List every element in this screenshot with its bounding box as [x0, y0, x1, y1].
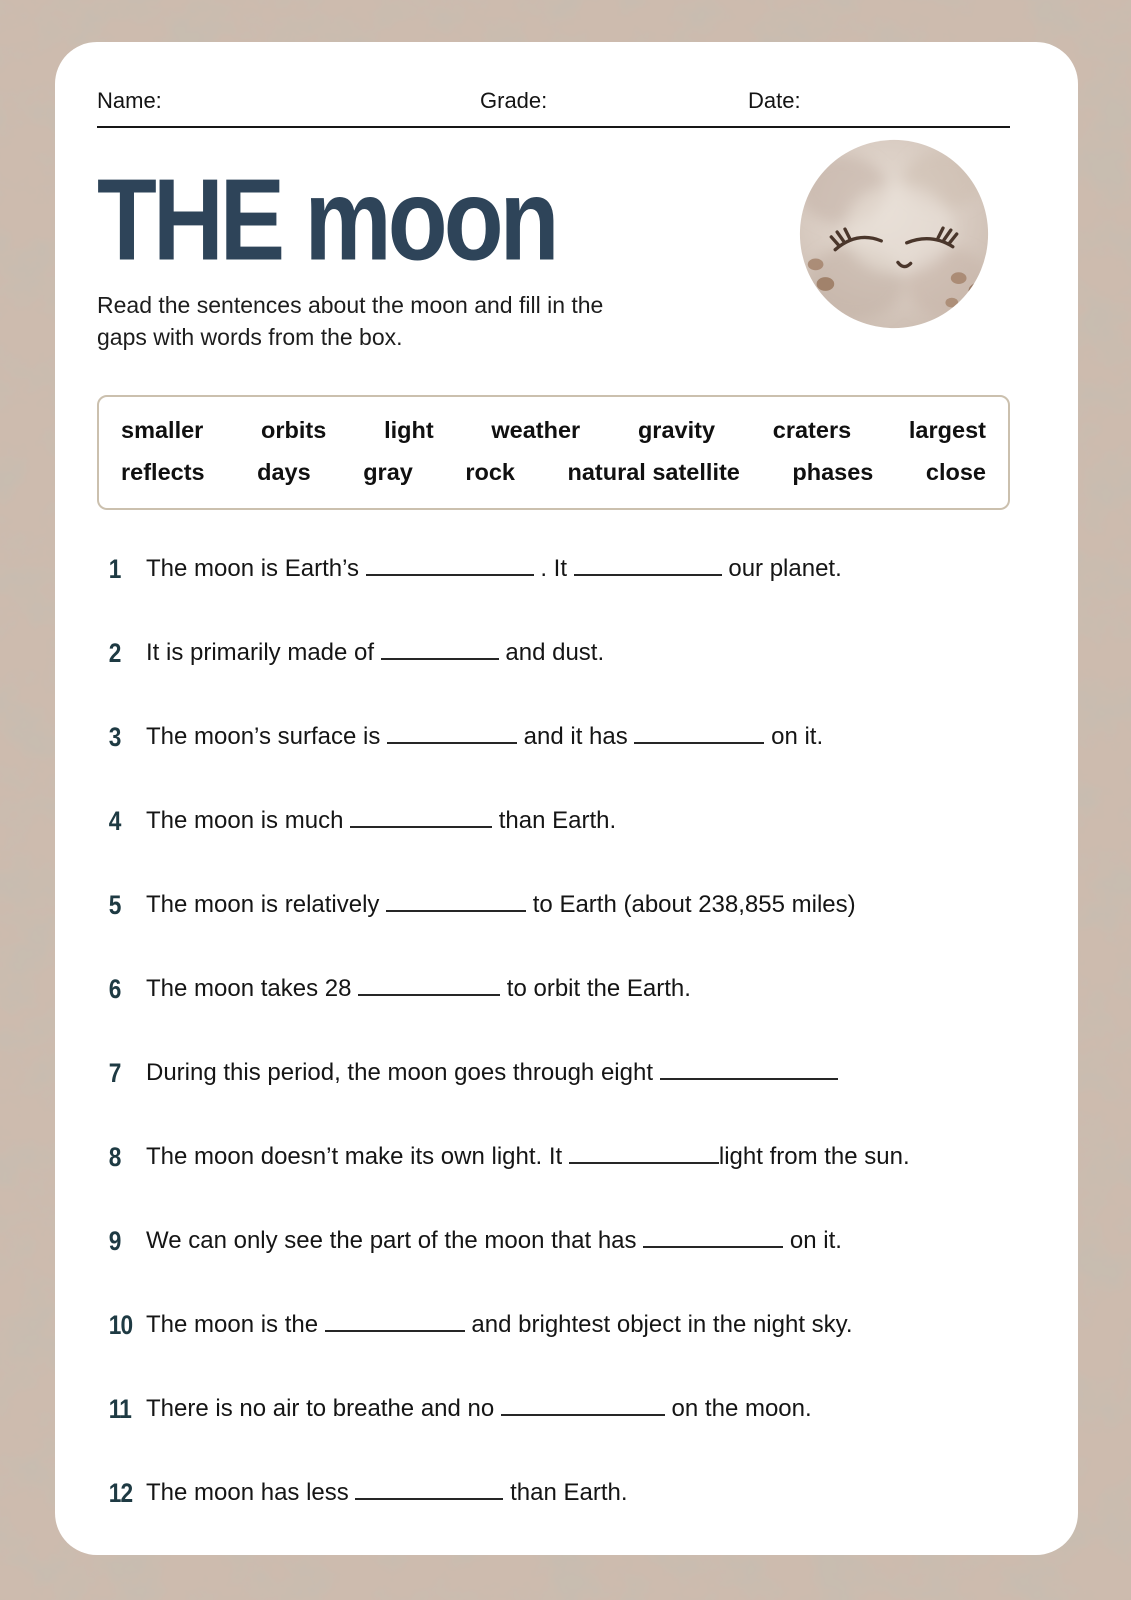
- questions-list: [97, 552, 1010, 1510]
- word-bank-item: days: [257, 459, 311, 486]
- word-bank-item: orbits: [261, 417, 327, 444]
- word-bank-row: [121, 417, 986, 444]
- question-text: During this period, the moon goes through eight: [146, 1056, 838, 1090]
- word-bank-item: reflects: [121, 459, 205, 486]
- page-title: THE moon: [97, 155, 556, 285]
- question-number: 2: [108, 638, 121, 669]
- answer-blank[interactable]: [381, 637, 499, 660]
- answer-blank[interactable]: [387, 721, 517, 744]
- answer-blank[interactable]: [569, 1141, 719, 1164]
- question-number: 11: [108, 1394, 132, 1425]
- answer-blank[interactable]: [358, 973, 500, 996]
- word-bank-item: largest: [908, 417, 986, 444]
- answer-blank[interactable]: [660, 1057, 838, 1080]
- word-bank-item: gray: [363, 459, 413, 486]
- instructions-text: Read the sentences about the moon and fill in the gaps with words from the box.: [97, 292, 604, 350]
- question-number: 6: [108, 974, 121, 1005]
- question-number: 7: [108, 1058, 121, 1089]
- word-bank-item: gravity: [637, 417, 716, 444]
- word-bank-item: light: [384, 417, 434, 444]
- question-row: [97, 1308, 1010, 1342]
- header-fields: [97, 88, 1010, 114]
- question-text: The moon is the and brightest object in the night sky.: [146, 1311, 853, 1339]
- question-number: 3: [108, 722, 121, 753]
- name-label: Name:: [97, 88, 162, 113]
- answer-blank[interactable]: [634, 721, 764, 744]
- word-bank-item: craters: [772, 417, 852, 444]
- question-text: The moon takes 28 to orbit the Earth.: [146, 975, 691, 1003]
- word-bank-item: phases: [792, 459, 874, 486]
- answer-blank[interactable]: [501, 1393, 665, 1416]
- answer-blank[interactable]: [643, 1225, 783, 1248]
- answer-blank[interactable]: [366, 553, 534, 576]
- word-bank-item: close: [925, 459, 986, 486]
- question-number: 4: [108, 806, 121, 837]
- question-row: [97, 888, 1010, 922]
- word-bank-row: [121, 459, 986, 486]
- question-text: The moon is relatively to Earth (about 238,855 miles): [146, 891, 856, 919]
- word-bank-item: rock: [465, 459, 515, 486]
- question-text: The moon is much than Earth.: [146, 807, 617, 835]
- sleeping-moon-icon: [796, 136, 992, 332]
- moon-illustration: [796, 136, 992, 332]
- question-number: 9: [108, 1226, 121, 1257]
- question-number: 10: [108, 1310, 133, 1341]
- question-row: [97, 804, 1010, 838]
- question-number: 8: [108, 1142, 121, 1173]
- question-text: The moon’s surface is and it has on it.: [146, 723, 824, 751]
- header-writein-line: [97, 126, 1010, 128]
- question-number: 1: [108, 554, 121, 585]
- answer-blank[interactable]: [350, 805, 492, 828]
- question-row: [97, 972, 1010, 1006]
- question-row: [97, 552, 1010, 586]
- grade-label: Grade:: [480, 88, 548, 113]
- question-text: It is primarily made of and dust.: [146, 639, 605, 667]
- worksheet-card: [55, 42, 1078, 1555]
- question-row: [97, 1224, 1010, 1258]
- question-row: [97, 1476, 1010, 1510]
- question-row: [97, 636, 1010, 670]
- question-text: The moon has less than Earth.: [146, 1479, 628, 1507]
- question-row: [97, 1392, 1010, 1426]
- word-bank: [97, 395, 1010, 510]
- answer-blank[interactable]: [386, 889, 526, 912]
- question-row: [97, 1140, 1010, 1174]
- answer-blank[interactable]: [355, 1477, 503, 1500]
- question-text: We can only see the part of the moon that has on it.: [146, 1227, 842, 1255]
- word-bank-item: weather: [491, 417, 581, 444]
- question-row: [97, 1056, 1010, 1090]
- answer-blank[interactable]: [325, 1309, 465, 1332]
- question-text: There is no air to breathe and no on the moon.: [146, 1395, 812, 1423]
- question-text: The moon doesn’t make its own light. It light from the sun.: [146, 1143, 910, 1171]
- question-row: [97, 720, 1010, 754]
- question-number: 12: [108, 1478, 133, 1509]
- question-text: The moon is Earth’s . It our planet.: [146, 555, 842, 583]
- answer-blank[interactable]: [574, 553, 722, 576]
- word-bank-item: smaller: [121, 417, 204, 444]
- date-label: Date:: [748, 88, 801, 113]
- question-number: 5: [108, 890, 121, 921]
- word-bank-item: natural satellite: [567, 459, 740, 486]
